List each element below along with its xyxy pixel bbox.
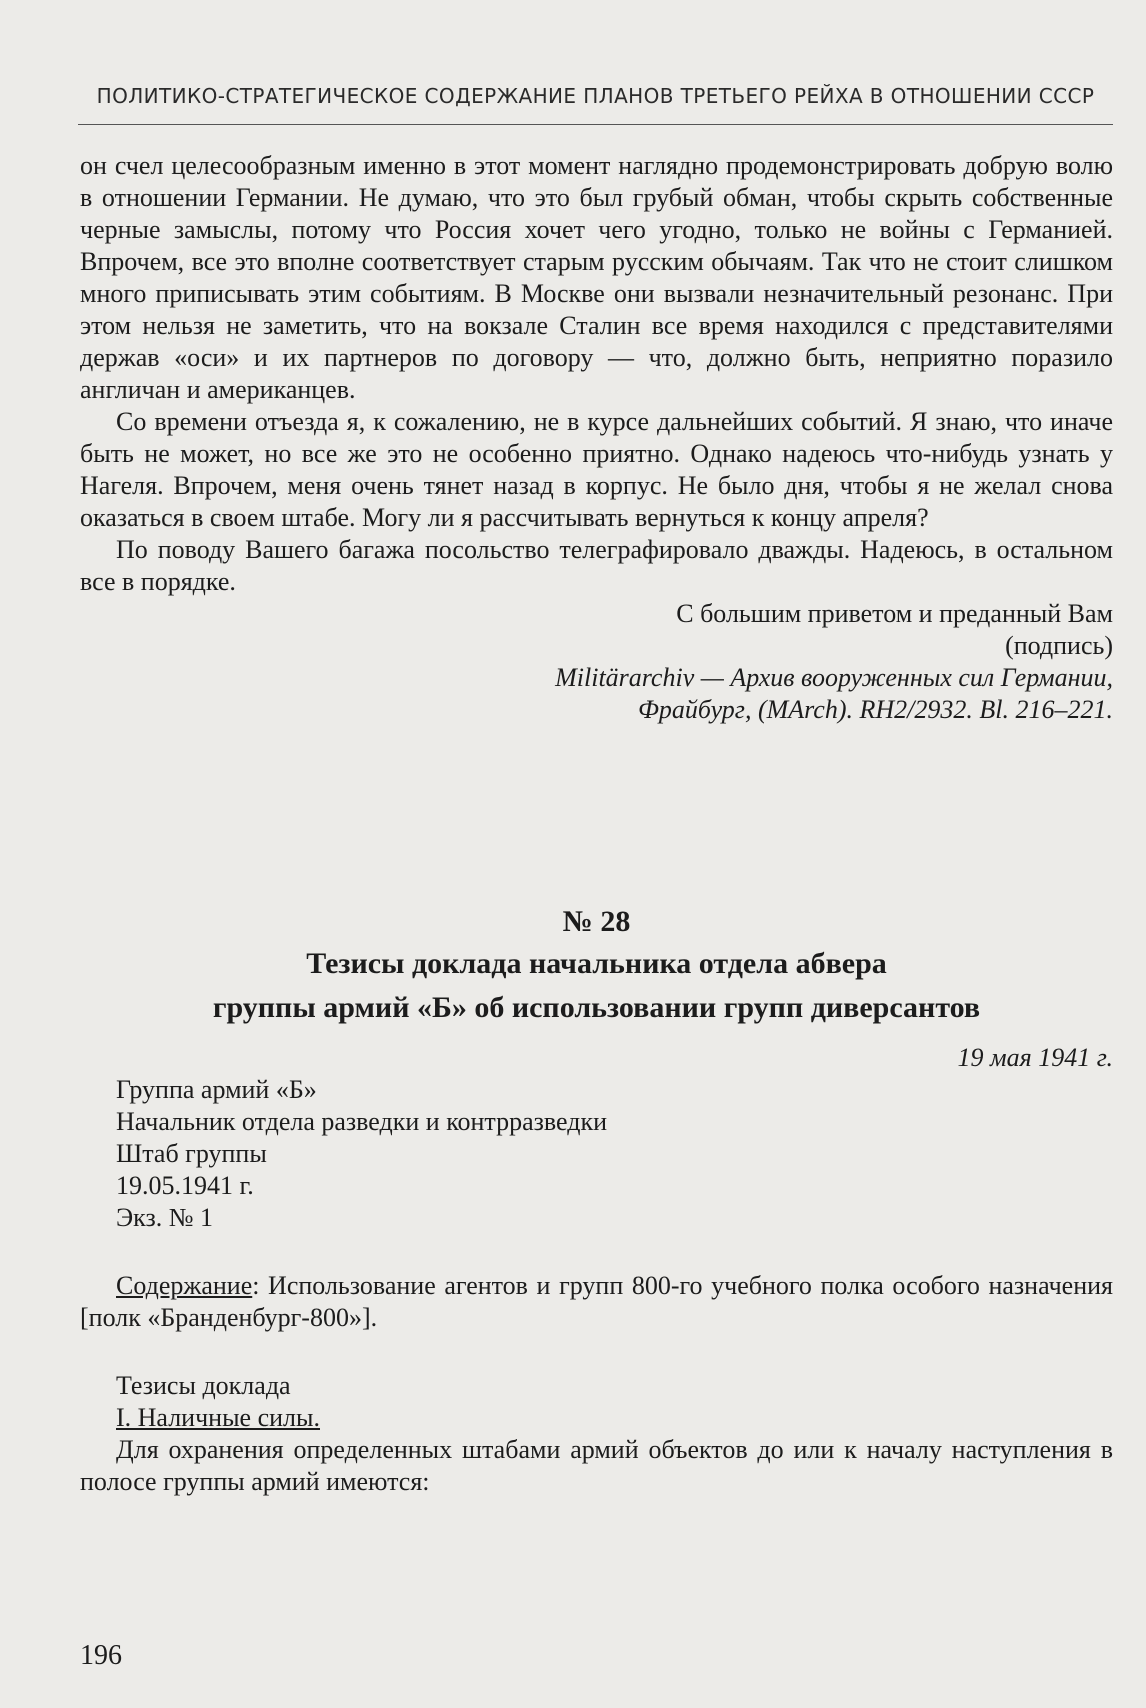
content-summary (80, 1270, 1113, 1334)
header-line-date: 19.05.1941 г. (116, 1171, 254, 1200)
paragraph-1: он счел целесообразным именно в этот момент наглядно продемонстрировать добрую волю в отношении Германии. Не думаю, что это был грубый обман, чтобы скрыть собственные черные замыслы, потому что Россия хочет чего угодно, только не войны с Германией. Впрочем, все это вполне соответствует старым русским обычаям. Так что не стоит слишком много приписывать этим событиям. В Москве они вызвали незначительный резонанс. При этом нельзя не заметить, что на вокзале Сталин все время находился с представителями держав «оси» и их партнеров по договору — что, должно быть, неприятно поразило англичан и американцев. (80, 151, 1113, 404)
paragraph-3: По поводу Вашего багажа посольство телеграфировало дважды. Надеюсь, в остальном все в порядке. (80, 535, 1113, 596)
theses-heading: Тезисы доклада (116, 1371, 291, 1400)
section-1-heading (80, 1402, 1113, 1434)
letter-text (80, 150, 1113, 726)
archive-source-line-2: Фрайбург, (MArch). RH2/2932. Bl. 216–221. (637, 695, 1113, 724)
signature-note: (подпись) (1005, 631, 1113, 660)
page-number: 196 (80, 1640, 122, 1671)
document-28 (80, 902, 1113, 1498)
header-line-army-group: Группа армий «Б» (116, 1075, 317, 1104)
header-line-copy: Экз. № 1 (116, 1203, 214, 1232)
archive-source-line-1: Militärarchiv — Архив вооруженных сил Германии, (555, 663, 1113, 692)
document-date: 19 мая 1941 г. (957, 1043, 1113, 1072)
section-1-text: Для охранения определенных штабами армий объектов до или к началу наступления в полосе группы армий имеются: (80, 1435, 1113, 1496)
header-line-department: Начальник отдела разведки и контрразведки (116, 1107, 608, 1136)
header-rule (78, 124, 1113, 125)
document-title-line-2: группы армий «Б» об использовании групп диверсантов (212, 991, 981, 1024)
content-label: Содержание (116, 1271, 253, 1300)
paragraph-2: Со времени отъезда я, к сожалению, не в курсе дальнейших событий. Я знаю, что иначе быть не может, но все же это не особенно приятно. Однако надеюсь что-нибудь узнать у Нагеля. Впрочем, меня очень тянет назад в корпус. Не было дня, чтобы я не желал снова оказаться в своем штабе. Могу ли я рассчитывать вернуться к концу апреля? (80, 407, 1113, 532)
document-number: № 28 (562, 905, 631, 938)
section-1-label: I. Наличные силы. (116, 1403, 320, 1432)
document-title-line-1: Тезисы доклада начальника отдела абвера (306, 947, 887, 980)
header-line-staff: Штаб группы (116, 1139, 267, 1168)
content-text: : Использование агентов и групп 800-го учебного полка особого назначения [полк «Бранденбург-800»]. (80, 1271, 1113, 1332)
running-header: ПОЛИТИКО-СТРАТЕГИЧЕСКОЕ СОДЕРЖАНИЕ ПЛАНОВ ТРЕТЬЕГО РЕЙХА В ОТНОШЕНИИ СССР (96, 84, 1095, 108)
closing-line: С большим приветом и преданный Вам (676, 599, 1113, 628)
